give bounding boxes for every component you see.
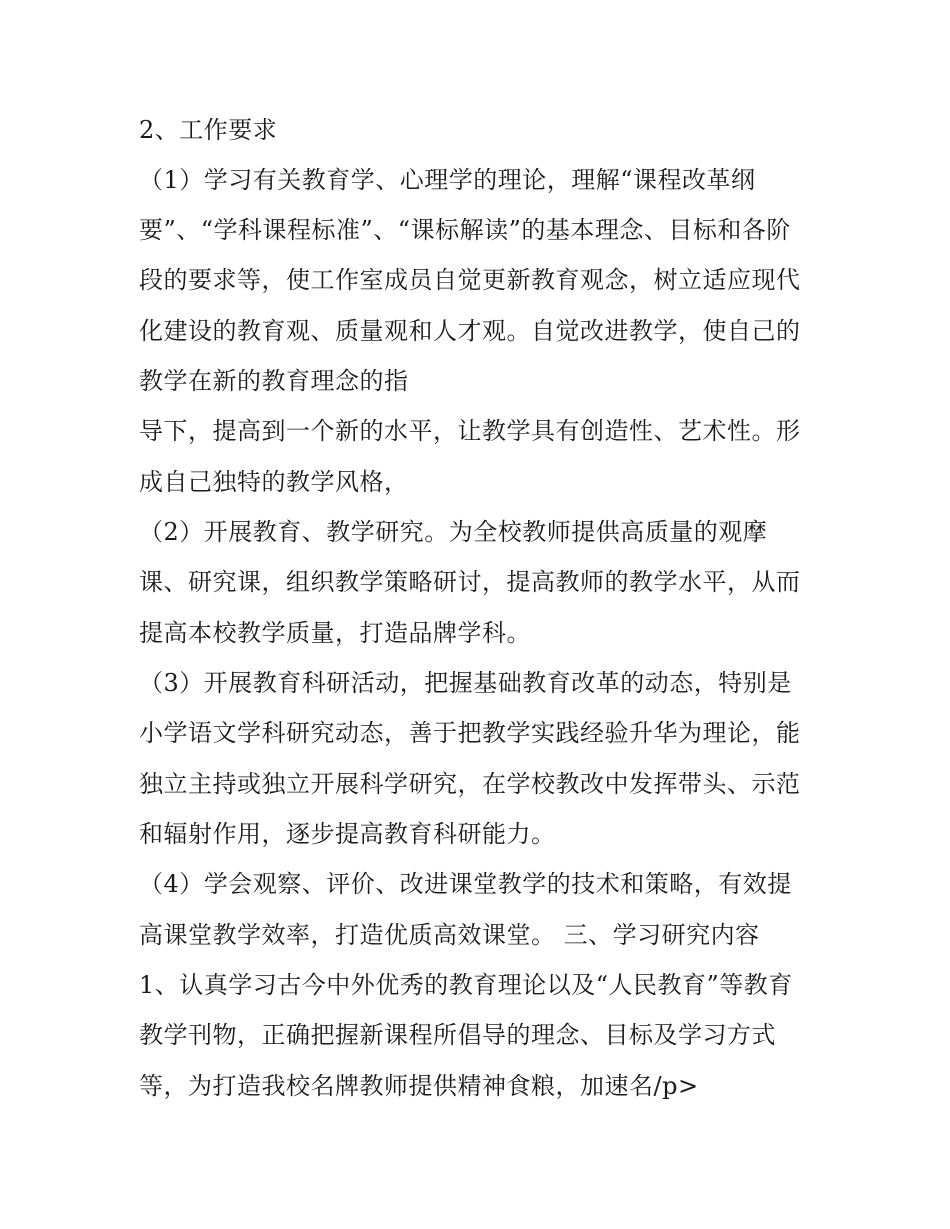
text-line: 化建设的教育观、质量观和人才观。自觉改进教学，使自己的 xyxy=(139,317,801,345)
text-line: （2）开展教育、教学研究。为全校教师提供高质量的观摩 xyxy=(139,518,768,546)
text-line: 独立主持或独立开展科学研究，在学校教改中发挥带头、示范 xyxy=(139,770,801,798)
text-line: 等，为打造我校名牌教师提供精神食粮，加速名/p> xyxy=(139,1072,699,1100)
text-line: 导下，提高到一个新的水平，让教学具有创造性、艺术性。形 xyxy=(139,417,801,445)
text-line: 提高本校教学质量，打造品牌学科。 xyxy=(139,619,531,647)
text-line: 1、认真学习古今中外优秀的教育理论以及“人民教育”等教育 xyxy=(139,971,793,999)
text-line: 成自己独特的教学风格， xyxy=(139,468,409,496)
section-heading: 2、工作要求 xyxy=(139,116,278,144)
text-line: 课、研究课，组织教学策略研讨，提高教师的教学水平，从而 xyxy=(139,568,801,596)
text-line: 小学语文学科研究动态，善于把教学实践经验升华为理论，能 xyxy=(139,719,801,747)
text-line: 高课堂教学效率，打造优质高效课堂。 三、学习研究内容 xyxy=(139,921,760,949)
text-line: （4）学会观察、评价、改进课堂教学的技术和策略，有效提 xyxy=(139,870,792,898)
text-line: （3）开展教育科研活动，把握基础教育改革的动态，特别是 xyxy=(139,669,792,697)
text-line: 段的要求等，使工作室成员自觉更新教育观念，树立适应现代 xyxy=(139,266,801,294)
text-line: 教学刊物，正确把握新课程所倡导的理念、目标及学习方式 xyxy=(139,1021,776,1049)
text-line: 教学在新的教育理念的指 xyxy=(139,367,409,395)
text-line: 和辐射作用，逐步提高教育科研能力。 xyxy=(139,820,556,848)
text-line: （1）学习有关教育学、心理学的理论，理解“课程改革纲 xyxy=(139,166,756,194)
text-line: 要”、“学科课程标准”、“课标解读”的基本理念、目标和各阶 xyxy=(139,216,791,244)
